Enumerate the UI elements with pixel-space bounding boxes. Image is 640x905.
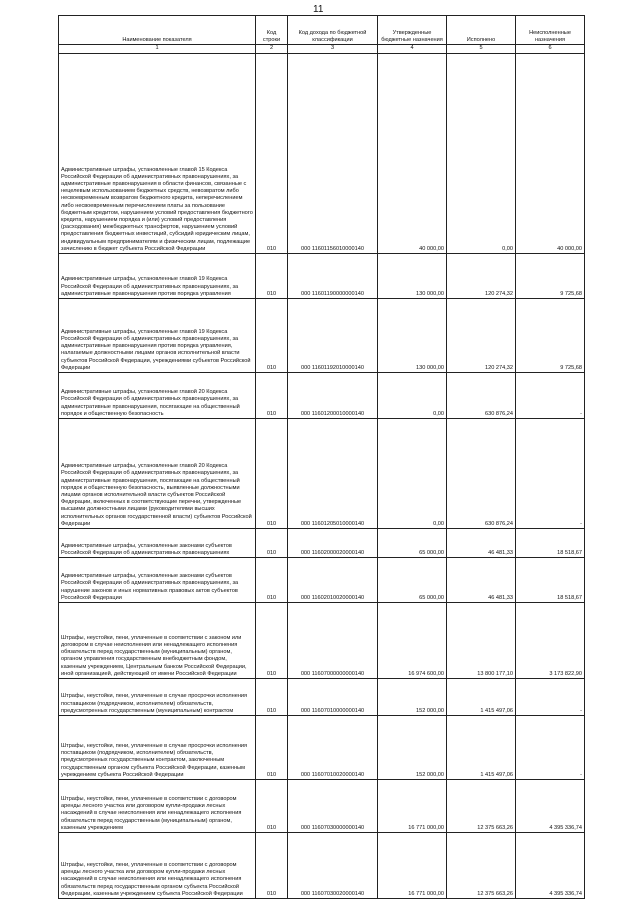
indicator-name: Административные штрафы, установленные главой 19 Кодекса Российской Федерации об административных правонарушениях, за административные правонарушения против порядка управления [59,254,256,299]
approved-amount: 130 000,00 [378,254,447,299]
table-row [59,529,585,558]
unexecuted-amount: 9 725,68 [516,299,585,373]
line-code: 010 [256,603,288,679]
table-row [59,833,585,899]
header-executed: Исполнено [447,16,516,45]
budget-code: 000 11601205010000140 [288,419,378,529]
indicator-name: Административные штрафы, установленные законами субъектов Российской Федерации об административных правонарушениях, за нарушение законов и иных нормативных правовых актов субъектов Российской Федерации [59,558,256,603]
unexecuted-amount: - [516,716,585,780]
executed-amount: 120 274,32 [447,254,516,299]
line-code: 010 [256,780,288,833]
approved-amount: 40 000,00 [378,54,447,254]
column-number: 2 [256,45,288,54]
line-code: 010 [256,716,288,780]
line-code: 010 [256,679,288,716]
executed-amount: 13 800 177,10 [447,603,516,679]
line-code: 010 [256,373,288,419]
approved-amount: 0,00 [378,373,447,419]
header-indicator-name: Наименование показателя [59,16,256,45]
executed-amount: 1 415 497,06 [447,679,516,716]
executed-amount: 630 876,24 [447,419,516,529]
indicator-name: Штрафы, неустойки, пени, уплаченные в случае просрочки исполнения поставщиком (подрядчиком, исполнителем) обязательств, предусмотренных государственным контрактом, заключенным государственным органом субъекта Российской Федерации, казенным учреждением субъекта Российской Федерации [59,716,256,780]
table-row [59,716,585,780]
unexecuted-amount: - [516,419,585,529]
unexecuted-amount: 9 725,68 [516,254,585,299]
table-row [59,54,585,254]
column-number: 6 [516,45,585,54]
approved-amount: 16 771 000,00 [378,780,447,833]
column-number: 3 [288,45,378,54]
unexecuted-amount: 4 395 336,74 [516,833,585,899]
budget-code: 000 11607000000000140 [288,603,378,679]
budget-code: 000 11607010000000140 [288,679,378,716]
unexecuted-amount: 4 395 336,74 [516,780,585,833]
column-number: 1 [59,45,256,54]
approved-amount: 130 000,00 [378,299,447,373]
line-code: 010 [256,529,288,558]
line-code: 010 [256,254,288,299]
column-numbers-row [59,45,585,54]
line-code: 010 [256,419,288,529]
approved-amount: 0,00 [378,419,447,529]
table-row [59,254,585,299]
indicator-name: Штрафы, неустойки, пени, уплаченные в случае просрочки исполнения поставщиком (подрядчиком, исполнителем) обязательств, предусмотренных государственным (муниципальным) контрактом [59,679,256,716]
executed-amount: 630 876,24 [447,373,516,419]
column-number: 4 [378,45,447,54]
executed-amount: 0,00 [447,54,516,254]
unexecuted-amount: - [516,679,585,716]
page-number: 11 [313,4,324,15]
executed-amount: 1 415 497,06 [447,716,516,780]
budget-code: 000 11601200010000140 [288,373,378,419]
executed-amount: 12 375 663,26 [447,833,516,899]
approved-amount: 65 000,00 [378,558,447,603]
approved-amount: 152 000,00 [378,716,447,780]
indicator-name: Административные штрафы, установленные главой 20 Кодекса Российской Федерации об административных правонарушениях, за административные правонарушения, посягающие на общественный порядок и общественную безопасность [59,373,256,419]
budget-code: 000 11607030020000140 [288,833,378,899]
indicator-name: Административные штрафы, установленные главой 19 Кодекса Российской Федерации об административных правонарушениях, за административные правонарушения против порядка управления, налагаемые должностными лицами органов исполнительной власти субъектов Российской Федерации, учреждениями субъектов Российской Федерации [59,299,256,373]
executed-amount: 12 375 663,26 [447,780,516,833]
budget-code: 000 11607030000000140 [288,780,378,833]
indicator-name: Штрафы, неустойки, пени, уплаченные в соответствии с договором аренды лесного участка или договором купли-продажи лесных насаждений в случае неисполнения или ненадлежащего исполнения обязательств перед государственным органом субъекта Российской Федерации, казенным учреждением субъекта Российской Федерации [59,833,256,899]
header-approved: Утвержденные бюджетные назначения [378,16,447,45]
unexecuted-amount: 40 000,00 [516,54,585,254]
indicator-name: Административные штрафы, установленные главой 15 Кодекса Российской Федерации об административных правонарушениях, за административные правонарушения в области финансов, связанные с нецелевым использованием бюджетных средств, невозвратом либо несвоевременным возвратом бюджетного кредита, неперечислением либо несвоевременным перечислением платы за пользование бюджетным кредитом, нарушением условий предоставления бюджетного кредита, нарушением порядка и (или) условий предоставления (расходования) межбюджетных трансфертов, нарушением условий предоставления бюджетных инвестиций, субсидий юридическим лицам, индивидуальным предпринимателям и физическим лицам, подлежащие зачислению в бюджет субъекта Российской Федерации [59,54,256,254]
unexecuted-amount: 18 518,67 [516,558,585,603]
column-number: 5 [447,45,516,54]
line-code: 010 [256,558,288,603]
approved-amount: 16 771 000,00 [378,833,447,899]
header-line-code: Код строки [256,16,288,45]
executed-amount: 46 481,33 [447,529,516,558]
budget-code: 000 11601156010000140 [288,54,378,254]
table-row [59,679,585,716]
budget-report-table [58,15,585,899]
table-row [59,299,585,373]
approved-amount: 65 000,00 [378,529,447,558]
indicator-name: Административные штрафы, установленные законами субъектов Российской Федерации об административных правонарушениях [59,529,256,558]
table-row [59,780,585,833]
table-row [59,558,585,603]
header-budget-code: Код дохода по бюджетной классификации [288,16,378,45]
budget-code: 000 11602000020000140 [288,529,378,558]
budget-code: 000 11601192010000140 [288,299,378,373]
indicator-name: Административные штрафы, установленные главой 20 Кодекса Российской Федерации об административных правонарушениях, за административные правонарушения, посягающие на общественный порядок и общественную безопасность, выявленные должностными лицами органов исполнительной власти субъектов Российской Федерации, включенных в соответствующие перечни, утвержденные высшими должностными лицами (руководителями высших исполнительных органов государственной власти) субъектов Российской Федерации [59,419,256,529]
unexecuted-amount: 3 173 822,90 [516,603,585,679]
executed-amount: 120 274,32 [447,299,516,373]
header-row [59,16,585,45]
line-code: 010 [256,833,288,899]
table-row [59,373,585,419]
approved-amount: 152 000,00 [378,679,447,716]
budget-code: 000 11607010020000140 [288,716,378,780]
table-row [59,419,585,529]
header-unexecuted: Неисполненные назначения [516,16,585,45]
unexecuted-amount: 18 518,67 [516,529,585,558]
line-code: 010 [256,299,288,373]
indicator-name: Штрафы, неустойки, пени, уплаченные в соответствии с договором аренды лесного участка или договором купли-продажи лесных насаждений в случае неисполнения или ненадлежащего исполнения обязательств перед государственным (муниципальным) органом, казенным учреждением [59,780,256,833]
executed-amount: 46 481,33 [447,558,516,603]
line-code: 010 [256,54,288,254]
budget-code: 000 11601190000000140 [288,254,378,299]
table-row [59,603,585,679]
unexecuted-amount: - [516,373,585,419]
indicator-name: Штрафы, неустойки, пени, уплаченные в соответствии с законом или договором в случае неисполнения или ненадлежащего исполнения обязательств перед государственным (муниципальным) органом, органом управления государственным внебюджетным фондом, казенным учреждением, Центральным банком Российской Федерации, иной организацией, действующей от имени Российской Федерации [59,603,256,679]
budget-code: 000 11602010020000140 [288,558,378,603]
approved-amount: 16 974 600,00 [378,603,447,679]
